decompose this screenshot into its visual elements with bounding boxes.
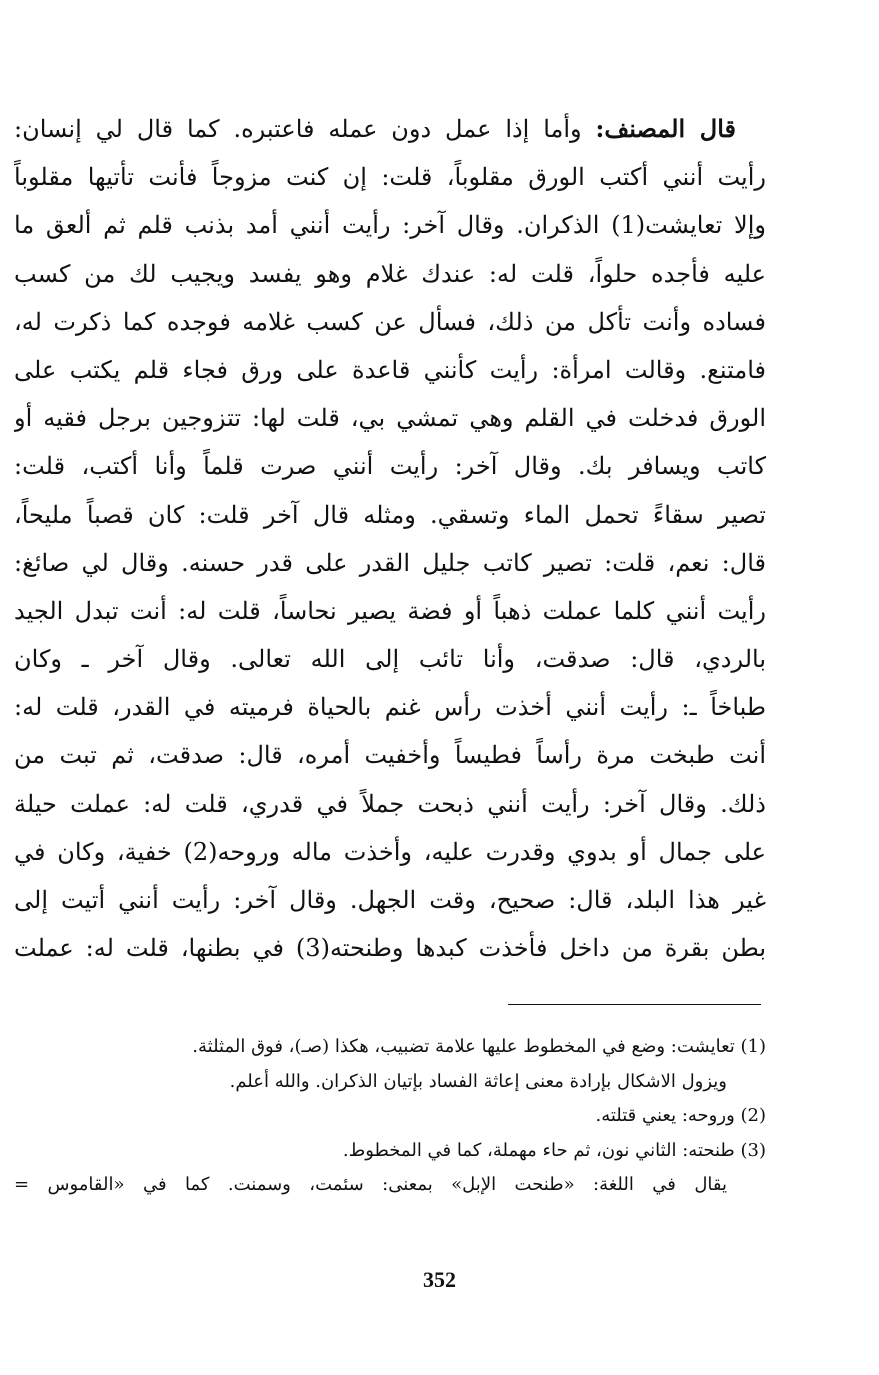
text-line: كاتب ويسافر بك. وقال آخر: رأيت أنني صرت قلماً وأنا أكتب، قلت: (14, 452, 766, 481)
text-line: عليه فأجده حلواً، قلت له: عندك غلام وهو يفسد ويجيب لك من كسب (14, 259, 766, 288)
text-line: رأيت أنني كلما عملت ذهباً أو فضة يصير نحاساً، قلت له: أنت تبدل الجيد (14, 596, 766, 625)
text-line: رأيت أنني أكتب الورق مقلوباً، قلت: إن كنت مزوجاً فأنت تأتيها مقلوباً (14, 163, 766, 192)
text-line: فساده وأنت تأكل من ذلك، فسأل عن كسب غلامه فوجده كما ذكرت له، (14, 307, 766, 336)
text-line: بطن بقرة من داخل فأخذت كبدها وطنحته(3) في بطنها، قلت له: عملت (14, 934, 766, 963)
footnote-1-continuation: ويزول الاشكال بإرادة معنى إعاثة الفساد بإتيان الذكران. والله أعلم. (229, 1070, 727, 1092)
footnote-2: (2) وروحه: يعني قتلته. (595, 1105, 766, 1127)
text-line: غير هذا البلد، قال: صحيح، وقت الجهل. وقال آخر: رأيت أنني أتيت إلى (14, 886, 766, 914)
text-line: بالردي، قال: صدقت، وأنا تائب إلى الله تعالى. وقال آخر ـ وكان (14, 645, 766, 674)
text-line: ذلك. وقال آخر: رأيت أنني ذبحت جملاً في قدري، قلت له: عملت حيلة (14, 789, 766, 818)
page-number: 352 (423, 1267, 456, 1292)
text-line (14, 105, 766, 153)
footnote-3-continuation: يقال في اللغة: «طنحت الإبل» بمعنى: سئمت، وسمنت. كما في «القاموس = (14, 1174, 727, 1196)
text-line-content: وأما إذا عمل دون عمله فاعتبره. كما قال لي إنسان: (14, 115, 582, 143)
footnote-1: (1) تعايشت: وضع في المخطوط عليها علامة تضبيب، هكذا (صـ)، فوق المثلثة. (192, 1036, 766, 1057)
text-line: طباخاً ـ: رأيت أنني أخذت رأس غنم بالحياة فرميته في القدر، قلت له: (14, 693, 766, 722)
text-line: تصير سقاءً تحمل الماء وتسقي. ومثله قال آخر قلت: كان قصباً مليحاً، (14, 500, 766, 529)
text-line: قال: نعم، قلت: تصير كاتب جليل القدر على قدر حسنه. وقال لي صائغ: (14, 548, 766, 577)
text-line: الورق فدخلت في القلم وهي تمشي بي، قلت لها: تتزوجين برجل فقيه أو (14, 404, 766, 433)
text-line: فامتنع. وقالت امرأة: رأيت كأنني قاعدة على ورق فجاء قلم يكتب على (14, 355, 766, 384)
footnote-3: (3) طنحته: الثاني نون، ثم حاء مهملة، كما في المخطوط. (342, 1139, 766, 1161)
text-line: على جمال أو بدوي وقدرت عليه، وأخذت ماله وروحه(2) خفية، وكان في (14, 837, 766, 866)
text-line: أنت طبخت مرة رأساً فطيساً وأخفيت أمره، قال: صدقت، ثم تبت من (14, 741, 766, 770)
text-line: وإلا تعايشت(1) الذكران. وقال آخر: رأيت أنني أمد بذنب قلم ثم ألعق ما (14, 211, 766, 240)
main-text-block (14, 105, 766, 972)
speaker-label: قال المصنف: (595, 114, 736, 143)
footnotes-block (14, 1030, 766, 1203)
footnote-separator (508, 1004, 761, 1005)
